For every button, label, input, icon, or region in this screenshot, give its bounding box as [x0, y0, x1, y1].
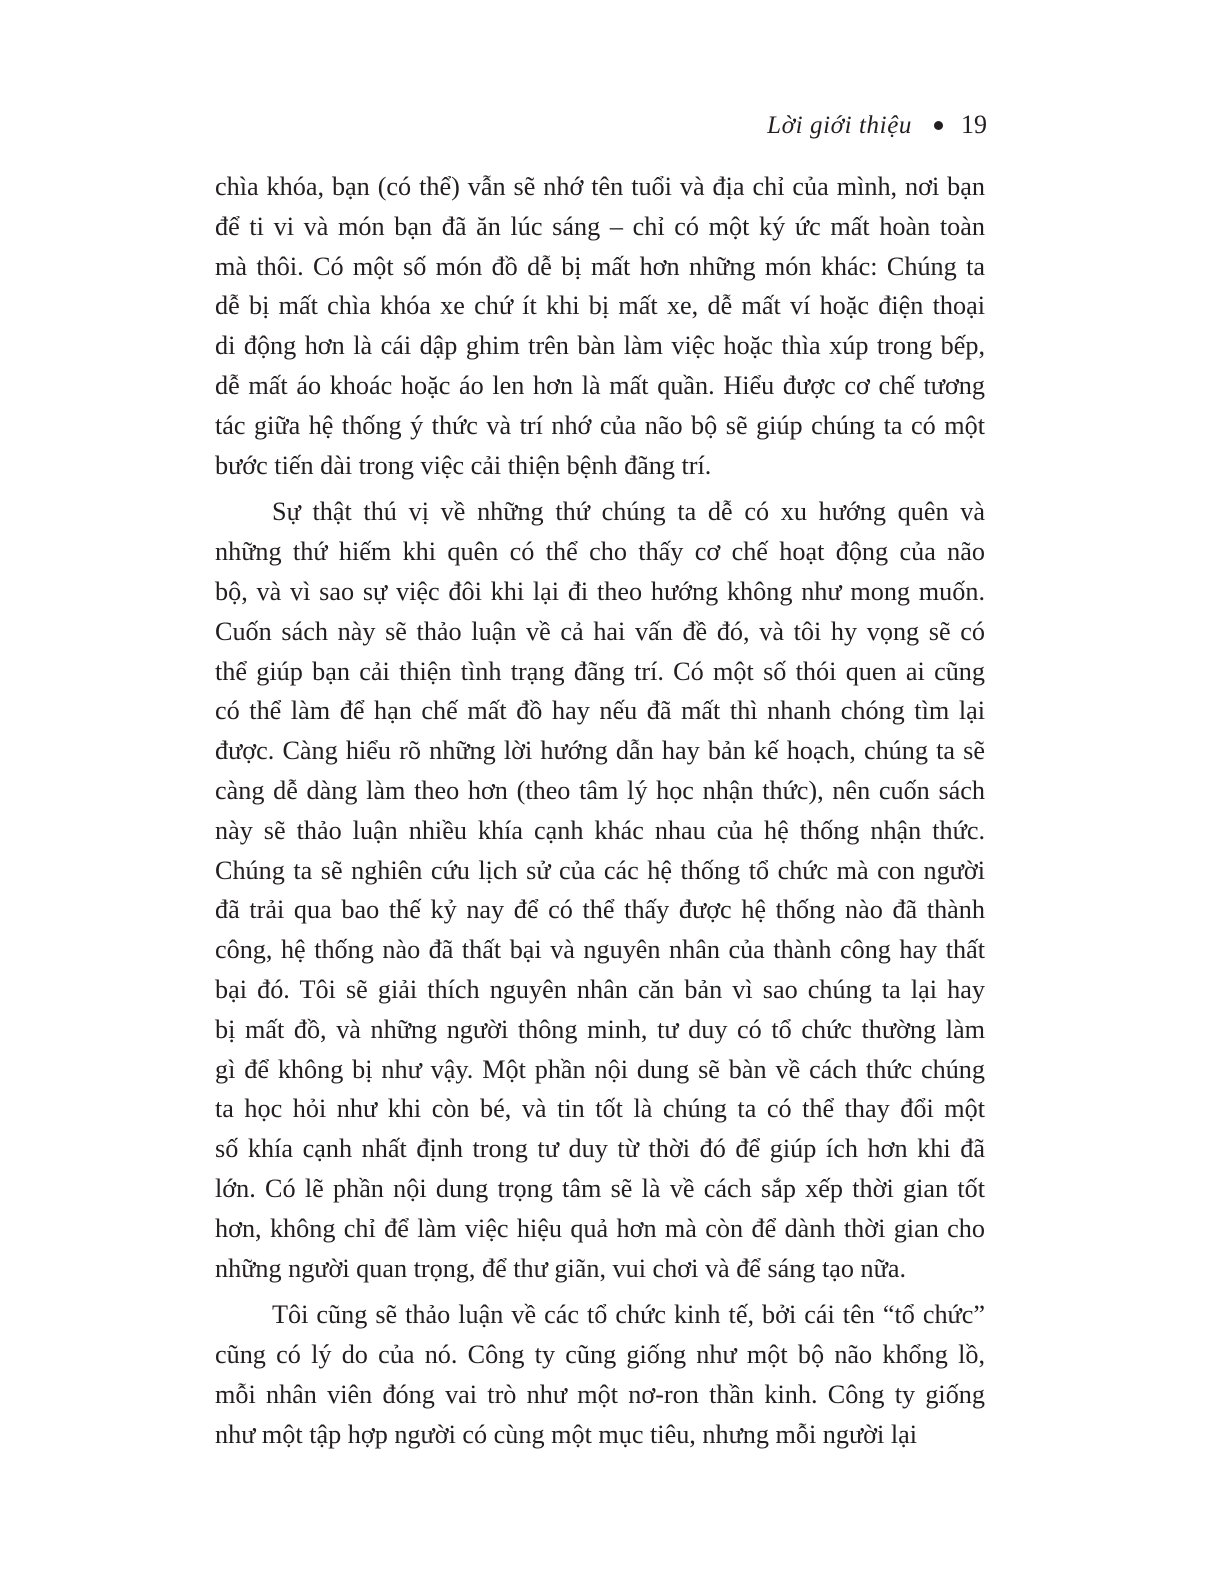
paragraph-gap — [215, 1288, 985, 1295]
text-line: những người quan trọng, để thư giãn, vui chơi và để sáng tạo nữa. — [215, 1253, 907, 1283]
text-line: ta học hỏi như khi còn bé, và tin tốt là chúng ta có thể thay đổi một — [215, 1094, 985, 1124]
text-line: Chúng ta sẽ nghiên cứu lịch sử của các hệ thống tổ chức mà con người — [215, 855, 985, 885]
text-line: hơn, không chỉ để làm việc hiệu quả hơn mà còn để dành thời gian cho — [215, 1213, 985, 1243]
text-line: Sự thật thú vị về những thứ chúng ta dễ có xu hướng quên và — [272, 497, 985, 527]
paragraph-gap — [215, 485, 985, 492]
text-line: càng dễ dàng làm theo hơn (theo tâm lý học nhận thức), nên cuốn sách — [215, 775, 985, 805]
paragraph — [215, 167, 985, 485]
text-line: Tôi cũng sẽ thảo luận về các tổ chức kinh tế, bởi cái tên “tổ chức” — [272, 1300, 985, 1330]
running-head — [0, 107, 987, 144]
text-line: tác giữa hệ thống ý thức và trí nhớ của não bộ sẽ giúp chúng ta có một — [215, 410, 985, 440]
text-line: Cuốn sách này sẽ thảo luận về cả hai vấn đề đó, và tôi hy vọng sẽ có — [215, 616, 985, 646]
text-line: được. Càng hiểu rõ những lời hướng dẫn hay bản kế hoạch, chúng ta sẽ — [215, 736, 985, 766]
text-line: số khía cạnh nhất định trong tư duy từ thời đó để giúp ích hơn khi đã — [215, 1134, 985, 1164]
text-line: lớn. Có lẽ phần nội dung trọng tâm sẽ là về cách sắp xếp thời gian tốt — [215, 1173, 985, 1203]
text-line: cũng có lý do của nó. Công ty cũng giống như một bộ não khổng lồ, — [215, 1340, 985, 1370]
text-line: để ti vi và món bạn đã ăn lúc sáng – chỉ có một ký ức mất hoàn toàn — [215, 211, 985, 241]
text-line: đã trải qua bao thế kỷ nay để có thể thấy được hệ thống nào đã thành — [215, 895, 985, 925]
text-line: dễ bị mất chìa khóa xe chứ ít khi bị mất xe, dễ mất ví hoặc điện thoại — [215, 291, 985, 321]
paragraph — [215, 492, 985, 1288]
text-line: mỗi nhân viên đóng vai trò như một nơ-ron thần kinh. Công ty giống — [215, 1379, 985, 1409]
chapter-title: Lời giới thiệu — [767, 112, 912, 139]
text-line: như một tập hợp người có cùng một mục tiêu, nhưng mỗi người lại — [215, 1419, 918, 1449]
page-number: 19 — [961, 110, 987, 139]
text-line: mà thôi. Có một số món đồ dễ bị mất hơn những món khác: Chúng ta — [215, 251, 985, 281]
text-line: những thứ hiếm khi quên có thể cho thấy cơ chế hoạt động của não — [215, 537, 985, 567]
text-line: có thể làm để hạn chế mất đồ hay nếu đã mất thì nhanh chóng tìm lại — [215, 696, 985, 726]
text-line: dễ mất áo khoác hoặc áo len hơn là mất quần. Hiểu được cơ chế tương — [215, 370, 985, 400]
text-line: bước tiến dài trong việc cải thiện bệnh đãng trí. — [215, 450, 712, 480]
text-line: bị mất đồ, và những người thông minh, tư duy có tổ chức thường làm — [215, 1014, 985, 1044]
text-line: thể giúp bạn cải thiện tình trạng đãng trí. Có một số thói quen ai cũng — [215, 656, 985, 686]
text-line: gì để không bị như vậy. Một phần nội dung sẽ bàn về cách thức chúng — [215, 1054, 985, 1084]
text-line: bộ, và vì sao sự việc đôi khi lại đi theo hướng không như mong muốn. — [215, 576, 985, 606]
bullet-separator-icon — [934, 121, 943, 130]
text-line: chìa khóa, bạn (có thể) vẫn sẽ nhớ tên tuổi và địa chỉ của mình, nơi bạn — [215, 172, 985, 201]
text-line: bại đó. Tôi sẽ giải thích nguyên nhân căn bản vì sao chúng ta lại hay — [215, 974, 985, 1004]
text-line: này sẽ thảo luận nhiều khía cạnh khác nhau của hệ thống nhận thức. — [215, 815, 985, 845]
body-text — [215, 167, 985, 1455]
text-line: di động hơn là cái dập ghim trên bàn làm việc hoặc thìa xúp trong bếp, — [215, 331, 985, 361]
text-line: công, hệ thống nào đã thất bại và nguyên nhân của thành công hay thất — [215, 935, 985, 965]
paragraph — [215, 1295, 985, 1454]
